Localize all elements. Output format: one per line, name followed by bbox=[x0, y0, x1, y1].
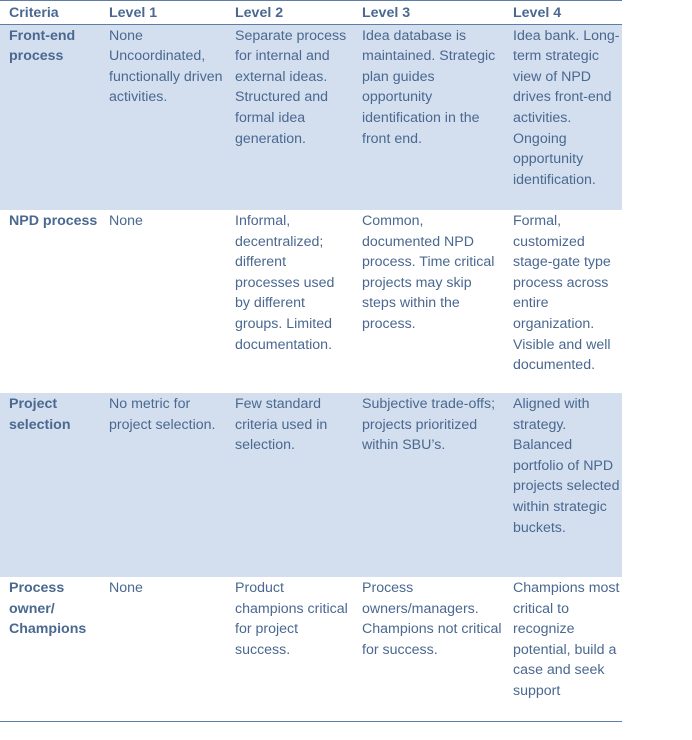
criteria-cell: NPD process bbox=[9, 213, 98, 230]
table-body bbox=[0, 24, 622, 721]
header-level-4: Level 4 bbox=[513, 5, 562, 21]
table-header bbox=[0, 1, 622, 25]
header-level-3: Level 3 bbox=[362, 5, 411, 21]
level-3-cell: Subjective trade-offs; projects prioritized within SBU’s. bbox=[362, 396, 496, 454]
level-2-cell: Product champions critical for project success. bbox=[235, 580, 348, 658]
criteria-cell: Project selection bbox=[9, 396, 71, 433]
criteria-cell: Process owner/ Champions bbox=[9, 580, 87, 638]
header-level-2: Level 2 bbox=[235, 5, 284, 21]
header-level-1: Level 1 bbox=[109, 5, 158, 21]
level-3-cell: Common, documented NPD process. Time critical projects may skip steps within the process. bbox=[362, 213, 495, 333]
level-3-cell: Idea database is maintained. Strategic plan guides opportunity identification in the front end. bbox=[362, 27, 496, 147]
level-4-cell: Idea bank. Long-term strategic view of NPD drives front-end activities. Ongoing opportunity identification. bbox=[513, 27, 620, 188]
level-2-cell: Informal, decentralized; different processes used by different groups. Limited documentation. bbox=[235, 213, 335, 353]
table-row-project-selection bbox=[0, 393, 622, 577]
table-row-npd-process bbox=[0, 210, 622, 393]
level-2-cell: Separate process for internal and external ideas. Structured and formal idea generation. bbox=[235, 27, 347, 147]
table-row-front-end-process bbox=[0, 24, 622, 210]
level-4-cell: Aligned with strategy. Balanced portfolio of NPD projects selected within strategic buckets. bbox=[513, 396, 620, 536]
level-1-cell: No metric for project selection. bbox=[109, 396, 216, 433]
table-row-process-owner-champions bbox=[0, 577, 622, 721]
level-1-cell: None Uncoordinated, functionally driven activities. bbox=[109, 27, 223, 106]
criteria-cell: Front-end process bbox=[9, 27, 76, 65]
level-1-cell: None bbox=[109, 580, 143, 597]
level-3-cell: Process owners/managers. Champions not critical for success. bbox=[362, 580, 502, 658]
level-4-cell: Champions most critical to recognize potential, build a case and seek support bbox=[513, 580, 620, 700]
level-1-cell: None bbox=[109, 213, 143, 230]
header-criteria: Criteria bbox=[9, 5, 59, 21]
header-row bbox=[0, 1, 622, 25]
level-2-cell: Few standard criteria used in selection. bbox=[235, 396, 328, 454]
level-4-cell: Formal, customized stage-gate type process across entire organization. Visible and well documented. bbox=[513, 213, 611, 374]
